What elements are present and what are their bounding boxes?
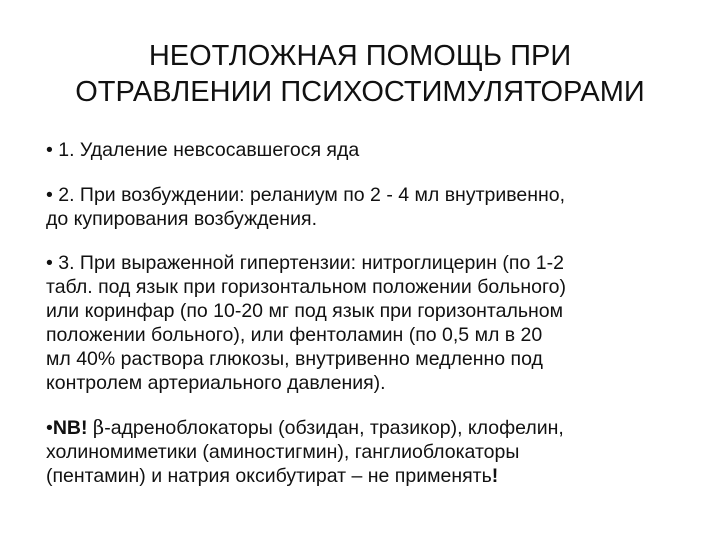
bullet-marker: • [46,184,53,206]
bullet-3-line-5: мл 40% раствора глюкозы, внутривенно медленно под [46,348,543,370]
bullet-nb-line-2: холиномиметики (аминостигмин), ганглиоблокаторы [46,441,520,463]
bullet-marker: • [46,252,53,274]
bullet-nb-line-1 [46,416,696,440]
title-line-1: НЕОТЛОЖНАЯ ПОМОЩЬ ПРИ [148,40,572,72]
slide-title [30,38,690,110]
bullet-3-text-1: 3. При выраженной гипертензии: нитроглицерин (по 1-2 [58,252,564,274]
bullet-3-line-4: положении больного), или фентоламин (по 0,5 мл в 20 [46,324,543,346]
bullet-3-line-2: табл. под язык при горизонтальном положении больного) [46,276,566,298]
bullet-marker: • [46,139,53,161]
bullet-list [46,138,696,488]
bullet-1-line-1 [46,138,696,162]
bullet-2-line-2: до купирования возбуждения. [46,208,318,230]
bullet-marker: • [46,417,53,439]
bullet-1-text-1: 1. Удаление невсосавшегося яда [58,139,360,161]
bullet-item-3 [46,251,696,395]
bullet-nb-line-3 [46,464,696,488]
bullet-3-line-3: или коринфар (по 10-20 мг под язык при горизонтальном [46,300,564,322]
title-line-2: ОТРАВЛЕНИИ ПСИХОСТИМУЛЯТОРАМИ [75,76,645,108]
bullet-item-1 [46,138,696,162]
bullet-nb-text-3: (пентамин) и натрия оксибутират – не применять [46,465,492,487]
bullet-3-line-1 [46,251,696,275]
bullet-2-text-1: 2. При возбуждении: реланиум по 2 - 4 мл внутривенно, [58,184,566,206]
bullet-nb-text-1: -адреноблокаторы (обзидан, тразикор), клофелин, [104,417,564,439]
bullet-3-line-6: контролем артериального давления). [46,372,386,394]
nb-label: NB! [52,417,88,439]
bullet-item-nb [46,416,696,488]
bullet-item-2 [46,183,696,231]
exclamation-mark: ! [491,465,499,487]
bullet-2-line-1 [46,183,696,207]
beta-symbol: β [92,416,105,439]
